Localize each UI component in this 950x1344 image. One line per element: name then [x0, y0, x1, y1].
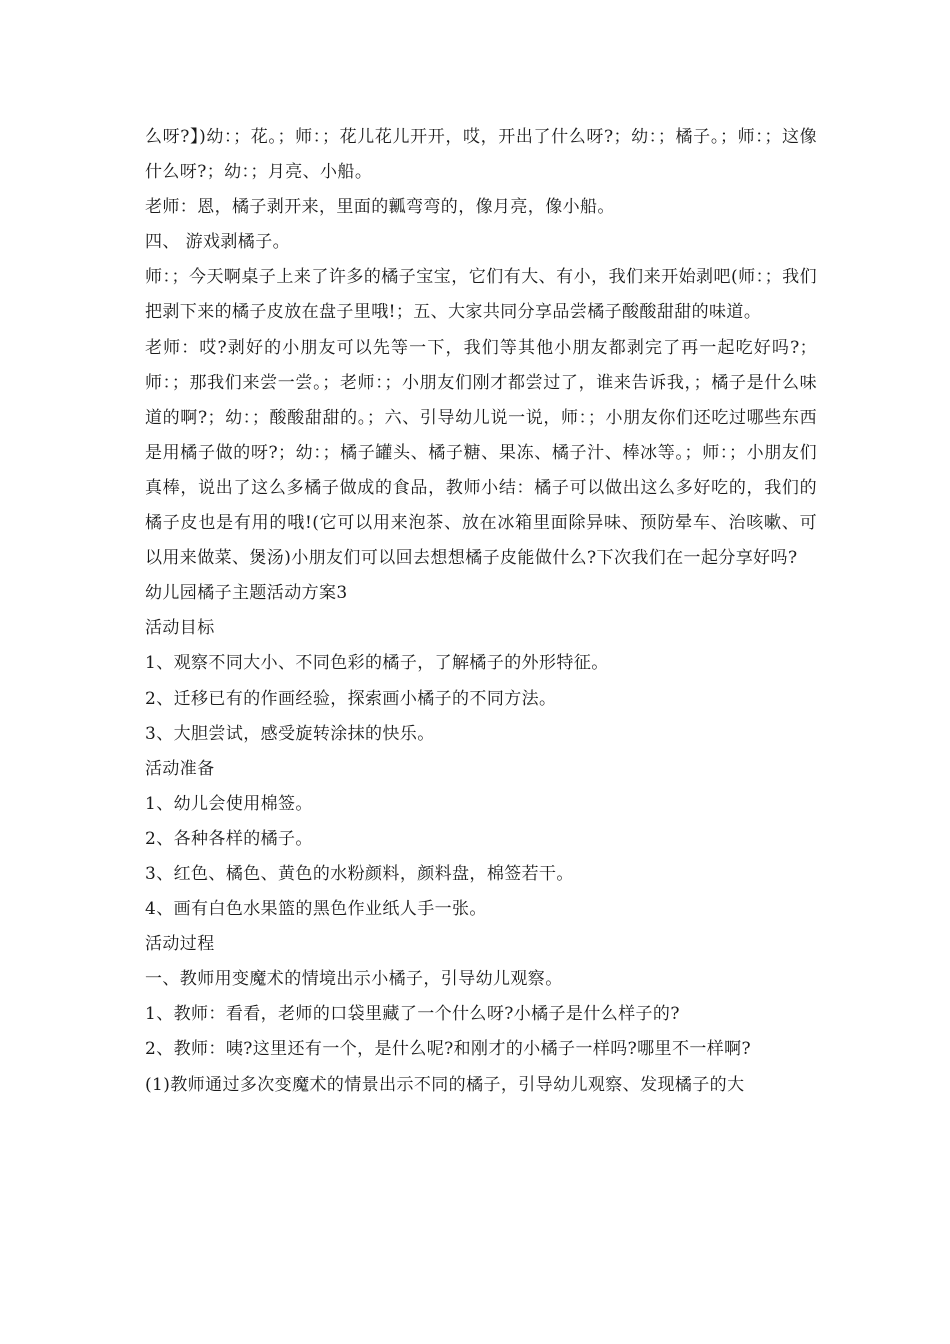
prep-item-3: 3、红色、橘色、黄色的水粉颜料，颜料盘，棉签若干。	[145, 863, 574, 884]
section-heading-plan-3: 幼儿园橘子主题活动方案3	[145, 583, 348, 604]
document-body	[145, 120, 817, 1103]
paragraph-tasting: 老师：哎?剥好的小朋友可以先等一下，我们等其他小朋友都剥完了再一起吃好吗?；师：；那我们来尝一尝。；老师：；小朋友们刚才都尝过了，谁来告诉我，；橘子是什么味道的啊?；幼：；酸酸甜甜的。；六、引导幼儿说一说，师：；小朋友你们还吃过哪些东西是用橘子做的呀?；幼：；橘子罐头、橘子糖、果冻、橘子汁、棒冰等。；师：；小朋友们真棒，说出了这么多橘子做成的食品，教师小结：橘子可以做出这么多好吃的，我们的橘子皮也是有用的哦!(它可以用来泡茶、放在冰箱里面除异味、预防晕车、治咳嗽、可以用来做菜、煲汤)小朋友们可以回去想想橘子皮能做什么?下次我们在一起分享好吗?	[145, 337, 817, 569]
goal-item-2: 2、迁移已有的作画经验，探索画小橘子的不同方法。	[145, 688, 557, 709]
prep-item-1: 1、幼儿会使用棉签。	[145, 793, 313, 814]
heading-process: 活动过程	[145, 934, 215, 955]
process-substep-2: 2、教师：咦?这里还有一个，是什么呢?和刚才的小橘子一样吗?哪里不一样啊?	[145, 1039, 752, 1060]
heading-preparation: 活动准备	[145, 758, 215, 779]
prep-item-2: 2、各种各样的橘子。	[145, 828, 313, 849]
paragraph-peel-game: 师：；今天啊桌子上来了许多的橘子宝宝，它们有大、有小，我们来开始剥吧(师：；我们把剥下来的橘子皮放在盘子里哦!；五、大家共同分享品尝橘子酸酸甜甜的味道。	[145, 267, 817, 323]
heading-goals: 活动目标	[145, 618, 215, 639]
prep-item-4: 4、画有白色水果篮的黑色作业纸人手一张。	[145, 899, 487, 920]
paragraph-teacher-moon: 老师：恩，橘子剥开来，里面的瓤弯弯的，像月亮，像小船。	[145, 197, 615, 218]
process-substep-2-1: (1)教师通过多次变魔术的情景出示不同的橘子，引导幼儿观察、发现橘子的大	[145, 1074, 745, 1095]
process-substep-1: 1、教师：看看，老师的口袋里藏了一个什么呀?小橘子是什么样子的?	[145, 1004, 680, 1025]
paragraph-section-four: 四、 游戏剥橘子。	[145, 232, 291, 253]
goal-item-1: 1、观察不同大小、不同色彩的橘子，了解橘子的外形特征。	[145, 653, 609, 674]
process-step-1: 一、教师用变魔术的情境出示小橘子，引导幼儿观察。	[145, 969, 563, 990]
paragraph-dialogue-flower: 么呀?】)幼：；花。；师：；花儿花儿开开，哎，开出了什么呀?；幼：；橘子。；师：；这像什么呀?；幼：；月亮、小船。	[145, 127, 817, 183]
goal-item-3: 3、大胆尝试，感受旋转涂抹的快乐。	[145, 723, 435, 744]
